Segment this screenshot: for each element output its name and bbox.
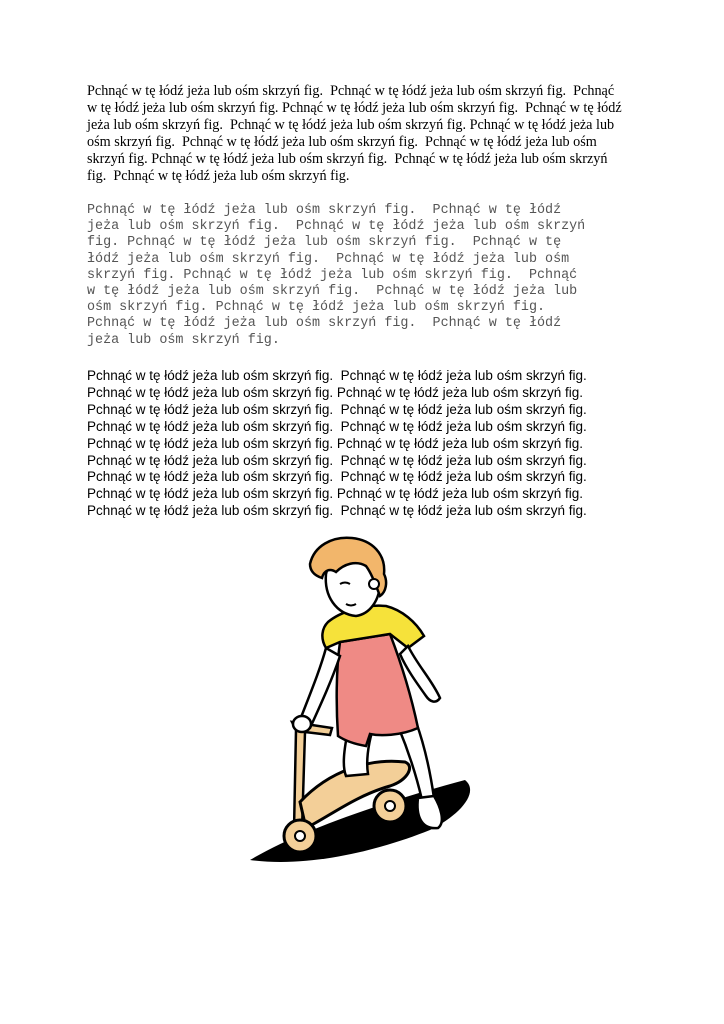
text-line: Pchnąć w tę łódź jeża lub ośm skrzyń fig. Pchnąć w tę łódź	[87, 316, 562, 332]
text-line: fig. Pchnąć w tę łódź jeża lub ośm skrzyń fig. Pchnąć w tę	[87, 235, 562, 251]
text-line: Pchnąć w tę łódź jeża lub ośm skrzyń fig. Pchnąć w tę łódź jeża lub ośm skrzyń fig.	[87, 401, 587, 417]
text-line: Pchnąć w tę łódź jeża lub ośm skrzyń fig. Pchnąć w tę łódź jeża lub ośm skrzyń fig.	[87, 384, 583, 400]
text-line: jeża lub ośm skrzyń fig. Pchnąć w tę łódź jeża lub ośm skrzyń	[87, 219, 586, 235]
paragraph-mono	[87, 203, 585, 349]
text-line: jeża lub ośm skrzyń fig.	[87, 332, 280, 348]
text-line: Pchnąć w tę łódź jeża lub ośm skrzyń fig. Pchnąć w tę łódź jeża lub ośm skrzyń fig.	[87, 503, 587, 519]
text-line: Pchnąć w tę łódź jeża lub ośm skrzyń fig. Pchnąć w tę łódź jeża lub ośm skrzyń fig.	[87, 452, 587, 468]
paragraph-sans	[87, 368, 587, 520]
text-line: Pchnąć w tę łódź jeża lub ośm skrzyń fig. Pchnąć w tę łódź jeża lub ośm skrzyń fig.	[87, 368, 587, 383]
text-line: skrzyń fig. Pchnąć w tę łódź jeża lub ośm skrzyń fig. Pchnąć w tę łódź jeża lub ośm skrzyń	[87, 151, 608, 167]
text-line: w tę łódź jeża lub ośm skrzyń fig. Pchnąć w tę łódź jeża lub ośm skrzyń fig. Pchnąć w tę łódź	[87, 100, 622, 116]
child-on-scooter-illustration	[240, 530, 480, 870]
child-hand	[293, 716, 311, 732]
text-line: Pchnąć w tę łódź jeża lub ośm skrzyń fig. Pchnąć w tę łódź jeża lub ośm skrzyń fig.	[87, 435, 583, 451]
text-line: ośm skrzyń fig. Pchnąć w tę łódź jeża lub ośm skrzyń fig.	[87, 300, 546, 316]
child-ear	[369, 579, 379, 589]
text-line: jeża lub ośm skrzyń fig. Pchnąć w tę łódź jeża lub ośm skrzyń fig. Pchnąć w tę łódź jeża lub	[87, 117, 615, 133]
text-line: fig. Pchnąć w tę łódź jeża lub ośm skrzyń fig.	[87, 168, 350, 184]
text-line: skrzyń fig. Pchnąć w tę łódź jeża lub ośm skrzyń fig. Pchnąć	[87, 267, 578, 283]
text-line: Pchnąć w tę łódź jeża lub ośm skrzyń fig. Pchnąć w tę łódź jeża lub ośm skrzyń fig.	[87, 486, 583, 502]
text-line: Pchnąć w tę łódź jeża lub ośm skrzyń fig. Pchnąć w tę łódź jeża lub ośm skrzyń fig. Pchnąć	[87, 83, 615, 99]
text-line: ośm skrzyń fig. Pchnąć w tę łódź jeża lub ośm skrzyń fig. Pchnąć w tę łódź jeża lub ośm	[87, 134, 597, 150]
scooter-front-wheel	[284, 820, 316, 852]
text-line: Pchnąć w tę łódź jeża lub ośm skrzyń fig. Pchnąć w tę łódź jeża lub ośm skrzyń fig.	[87, 418, 587, 434]
text-line: w tę łódź jeża lub ośm skrzyń fig. Pchnąć w tę łódź jeża lub	[87, 284, 578, 300]
text-line: Pchnąć w tę łódź jeża lub ośm skrzyń fig. Pchnąć w tę łódź jeża lub ośm skrzyń fig.	[87, 469, 587, 485]
paragraph-serif	[87, 83, 622, 185]
text-line: Pchnąć w tę łódź jeża lub ośm skrzyń fig. Pchnąć w tę łódź	[87, 203, 562, 218]
text-line: łódź jeża lub ośm skrzyń fig. Pchnąć w tę łódź jeża lub ośm	[87, 251, 570, 267]
scooter-rear-wheel	[374, 790, 406, 822]
